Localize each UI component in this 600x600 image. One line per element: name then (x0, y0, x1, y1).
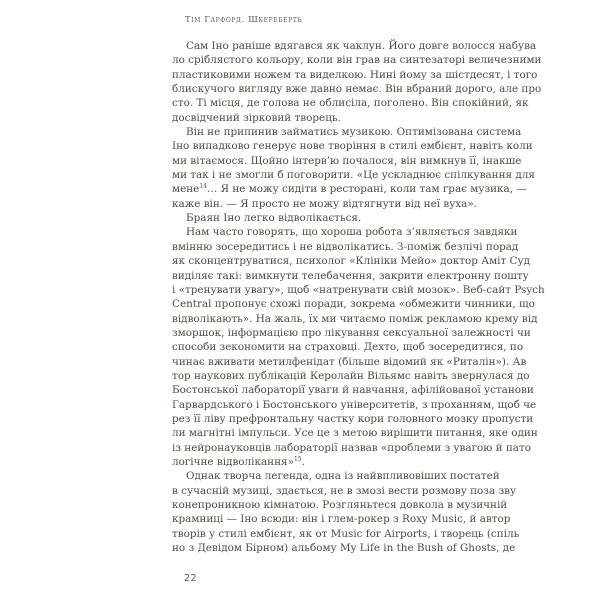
text-line (172, 96, 529, 110)
text-line-content: но з Девідом Бірном) альбому My Life in the Bush of Ghosts, де (172, 542, 516, 555)
body-text (172, 39, 545, 559)
text-line (172, 297, 535, 311)
text-line-content: конепроникною кімнатою. Розгляньтеся довкола в музичній (172, 499, 508, 511)
text-line-content: із нейронауковців лабораторії назвав «проблеми з увагою й пато (172, 441, 531, 454)
text-line-content: блискучого вигляду вже давно немає. Він вбраний дорого, але про (172, 83, 542, 96)
text-line-content: способи зекономити на страховці. Дехто, щоб зосередитися, по (172, 341, 524, 354)
text-line (172, 197, 488, 211)
text-line (172, 254, 531, 268)
text-line (172, 326, 531, 340)
text-line (172, 39, 537, 53)
text-line (172, 211, 488, 225)
text-line (172, 383, 534, 397)
text-line (172, 125, 522, 139)
text-line-continuation: . (301, 455, 305, 468)
text-line-content: ми вітаємося. Щойно інтерв’ю почалося, він вимкнув її, інакше (172, 154, 522, 167)
footnote-marker: 14 (199, 183, 207, 191)
text-line-content: тор наукових публікацій Керолайн Вільямс навіть звернулася до (172, 369, 530, 382)
text-line (172, 82, 542, 96)
text-line (172, 455, 488, 469)
text-line (172, 441, 531, 455)
text-line-content: в сучасній музиці, здається, не в змозі вести розмову поза зву (172, 484, 517, 497)
text-line-content: ми так і не змогли б поговорити. «Це ускладнює спілкування для (172, 169, 535, 182)
text-line-content: досвідчений зірковий творець. (172, 111, 341, 124)
text-line-content: і «тренувати увагу», щоб «натренувати свій мозок». Веб-сайт Psych (172, 283, 545, 296)
text-line (172, 269, 529, 283)
text-line-content: чинає вживати метилфенідат (більше відомий як «Риталін»). Ав (172, 355, 527, 368)
text-line (172, 355, 527, 369)
text-line-content: Central пропонує схожі поради, зокрема «обмежити чинники, що (172, 298, 535, 311)
text-line-content: пластиковими ножем та виделкою. Нині йому за шістдесят, і того (172, 68, 538, 81)
text-line (172, 154, 522, 168)
text-line (172, 340, 524, 354)
text-line-content: як сконцентруватися, психолог «Клініки Мейо» доктор Аміт Суд (172, 255, 531, 268)
text-line-content: вмінню зосередитись і не відволікатись. З-поміж безлічі порад (172, 240, 519, 253)
text-line (172, 53, 542, 67)
text-line (172, 484, 517, 498)
text-line-content: ло сріблястого кольору, коли він грав на синтезаторі величезними (172, 54, 542, 67)
text-line-content: Браян Іно легко відволікається. (186, 212, 362, 225)
text-line-content: Іно випадково генерує нове творіння в стилі ембієнт, навіть коли (172, 140, 533, 153)
text-line-content: Однак творча легенда, одна із найвпливовіших постатей (186, 470, 500, 483)
text-line-content: крамниці — Іно всюди: він і глем-рокер з Roxy Music, й автор (172, 513, 511, 526)
text-line-content: Бостонської лабораторії уваги й навчання, афілійованої установи (172, 384, 534, 397)
page-number: 22 (184, 573, 198, 584)
footnote-marker: 15 (293, 455, 302, 463)
text-line (172, 369, 530, 383)
text-line-content: рез її ліву префронтальну частку кори головного мозку пропусти (172, 412, 534, 425)
text-line (172, 469, 500, 483)
text-line (172, 139, 533, 153)
text-line-content: творів у стилі ембієнт, як от Music for Airports, і творець (спіль (172, 527, 520, 540)
text-line (172, 182, 527, 196)
text-line (172, 541, 516, 555)
text-line-content: мене (172, 183, 200, 196)
text-line (172, 498, 508, 512)
text-line (172, 283, 545, 297)
text-line (172, 225, 518, 239)
text-line-content: відволікають». На жаль, їх ми читаємо поміж рекламою крему від (172, 312, 538, 325)
text-line (172, 312, 538, 326)
text-line-content: каже він. — Я просто не можу відтягнути від неї вуха». (172, 197, 478, 210)
text-line (172, 68, 538, 82)
running-header: Тім Гарфорд. Шкереберть (185, 15, 303, 25)
text-line (172, 240, 519, 254)
text-line-content: сто. Ті місця, де голова не облисіла, поголено. Він спокійний, як (172, 97, 529, 110)
text-line-continuation: … Я не можу сидіти в ресторані, коли там грає музика, — (206, 183, 527, 196)
text-line (172, 527, 520, 541)
text-line-content: Гарвардського і Бостонського університетів, з проханням, щоб че (172, 398, 537, 411)
text-line (172, 398, 537, 412)
text-line (172, 512, 511, 526)
text-line-content: зморшок, інформацією про лікування сексуальної залежності чи (172, 326, 531, 339)
text-line-content: ли магнітні імпульси. Усе це з метою вирішити питання, яке один (172, 427, 538, 440)
text-line-content: Він не припинив займатись музикою. Оптимізована система (186, 126, 522, 139)
text-line (172, 168, 535, 182)
text-line (172, 426, 538, 440)
text-line-content: Нам часто говорять, що хороша робота з’являється завдяки (186, 226, 518, 239)
text-line-content: виділяє такі: вимкнути телебачення, закрити електронну пошту (172, 269, 529, 282)
text-line (172, 111, 488, 125)
text-line-content: логічне відволікання» (172, 455, 294, 468)
text-line-content: Сам Іно раніше вдягався як чаклун. Його довге волосся набува (186, 40, 537, 52)
text-line (172, 412, 534, 426)
